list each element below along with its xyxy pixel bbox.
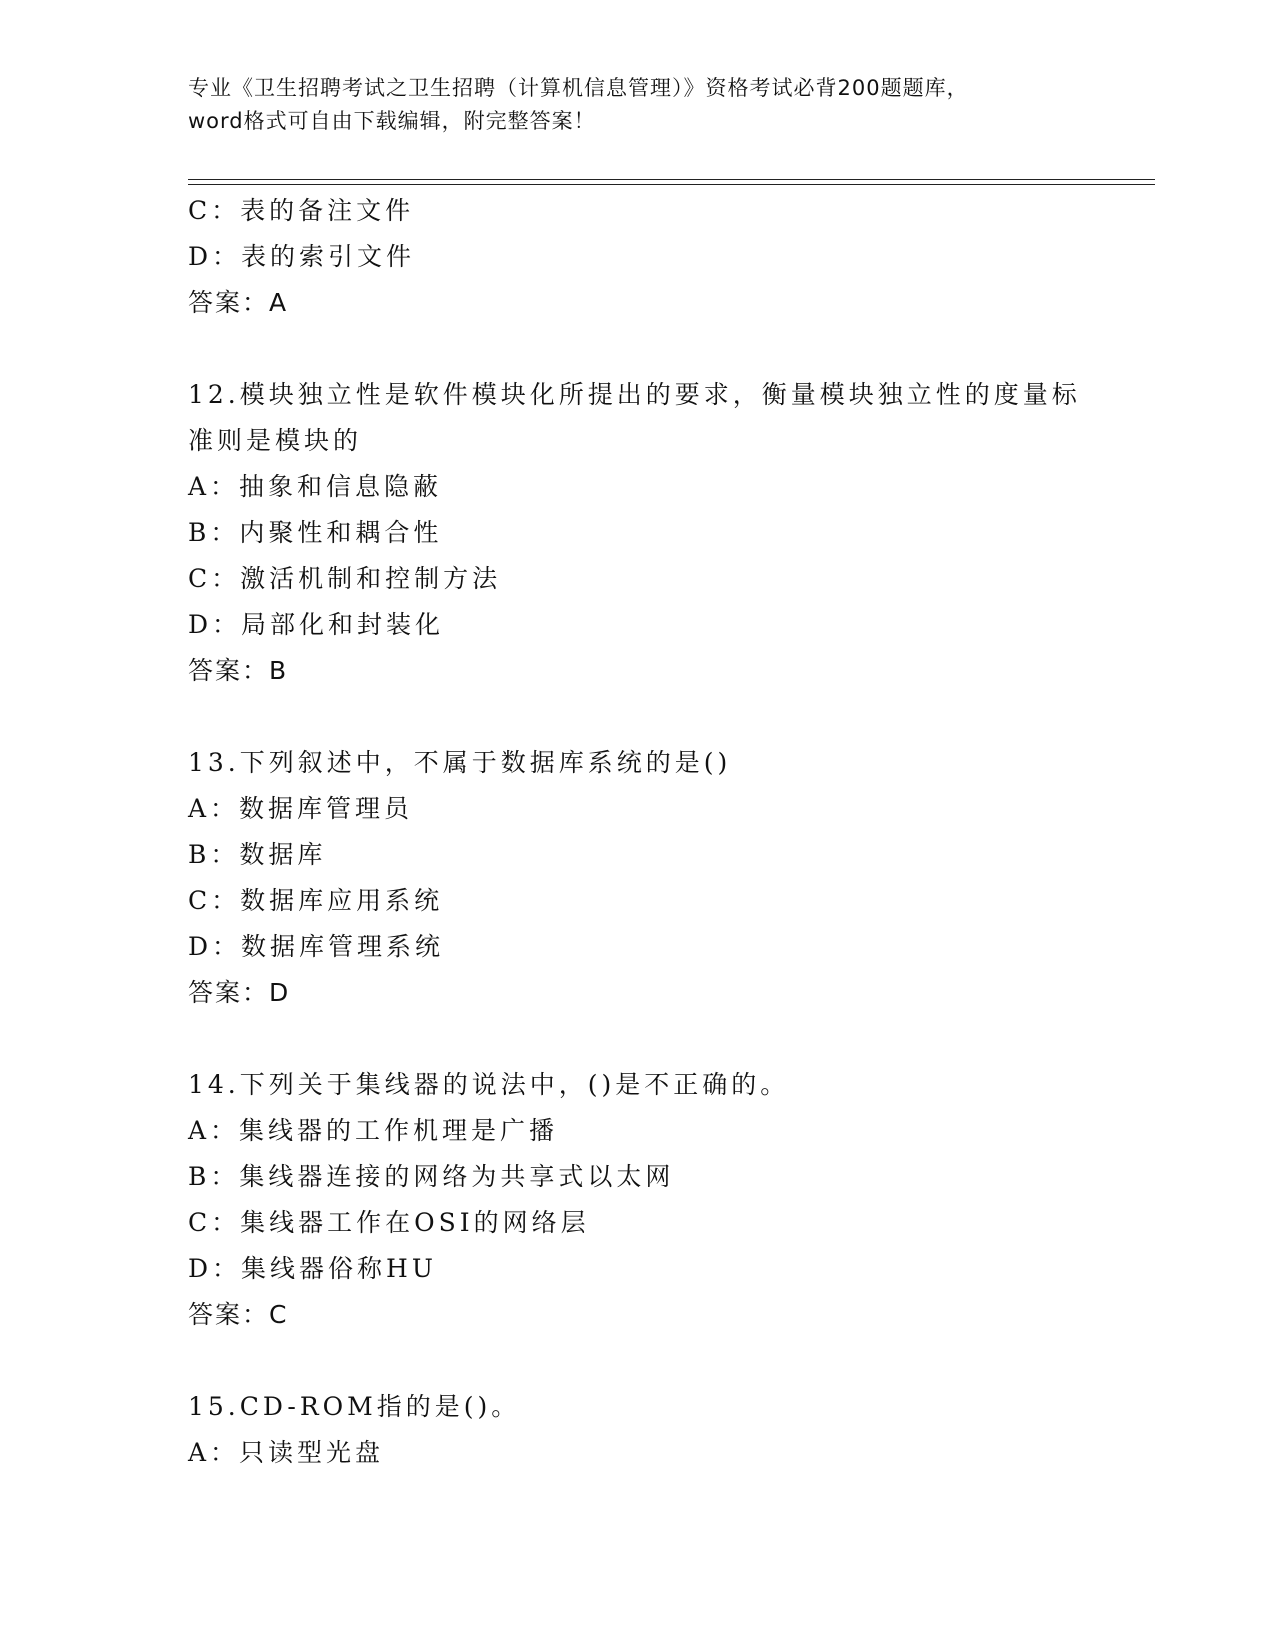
option-b: B：数据库 [188,840,327,869]
question-stem-continued: 准则是模块的 [188,426,363,455]
option-b: B：内聚性和耦合性 [188,518,443,547]
question-stem: 15.CD-ROM指的是()。 [188,1392,521,1421]
header-divider-top [188,179,1155,180]
option-c: C：激活机制和控制方法 [188,564,502,593]
option-c: C：集线器工作在OSI的网络层 [188,1208,590,1237]
spacer [188,1338,1088,1384]
question-list [188,188,1088,1476]
option-a: A：抽象和信息隐蔽 [188,472,443,501]
question-14 [188,1062,1088,1338]
option-b: B：集线器连接的网络为共享式以太网 [188,1162,675,1191]
option-a: A：只读型光盘 [188,1438,385,1467]
question-stem: 14.下列关于集线器的说法中，()是不正确的。 [188,1070,790,1099]
spacer [188,326,1088,372]
answer-line: 答案：D [188,978,291,1007]
option-a: A：集线器的工作机理是广播 [188,1116,559,1145]
option-d: D：数据库管理系统 [188,932,445,961]
option-c: C：数据库应用系统 [188,886,444,915]
header-title-line-1: 专业《卫生招聘考试之卫生招聘（计算机信息管理）》资格考试必背200题题库， [188,76,969,100]
option-c: C：表的备注文件 [188,196,415,225]
question-15 [188,1384,1088,1476]
header-divider-bottom [188,184,1155,185]
question-stem: 12.模块独立性是软件模块化所提出的要求，衡量模块独立性的度量标 [188,380,1081,409]
option-a: A：数据库管理员 [188,794,414,823]
option-d: D：集线器俗称HU [188,1254,437,1283]
option-d: D：表的索引文件 [188,242,416,271]
question-13 [188,740,1088,1016]
option-d: D：局部化和封装化 [188,610,445,639]
spacer [188,1016,1088,1062]
answer-line: 答案：C [188,1300,289,1329]
answer-line: 答案：A [188,288,289,317]
answer-line: 答案：B [188,656,289,685]
header-title-line-2: word格式可自由下载编辑，附完整答案！ [188,109,596,133]
question-11 [188,188,1088,326]
question-12 [188,372,1088,694]
spacer [188,694,1088,740]
document-header [188,72,1088,138]
question-stem: 13.下列叙述中，不属于数据库系统的是() [188,748,732,777]
